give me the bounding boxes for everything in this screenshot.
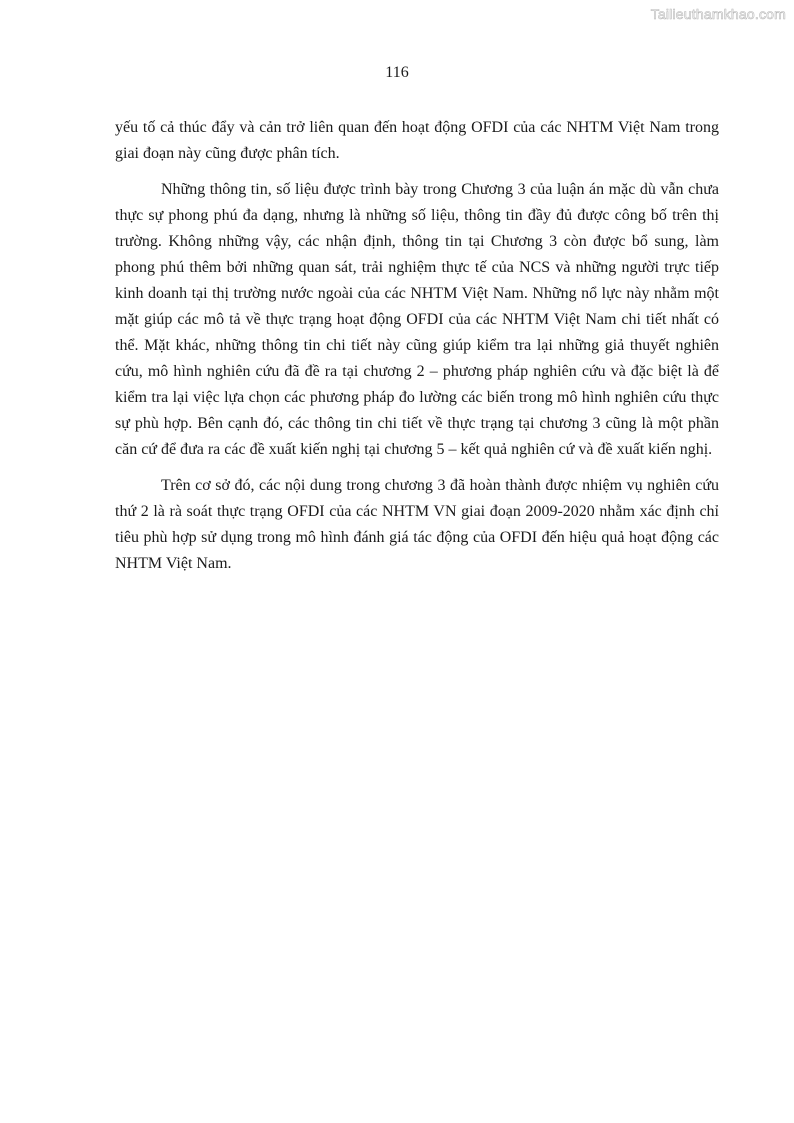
document-body [115, 115, 719, 587]
paragraph-continuation: yếu tố cả thúc đẩy và cản trở liên quan đến hoạt động OFDI của các NHTM Việt Nam trong giai đoạn này cũng được phân tích. [115, 119, 719, 162]
watermark-text: Tailieuthamkhao.com [650, 6, 786, 22]
page-number: 116 [385, 64, 409, 81]
paragraph: Trên cơ sở đó, các nội dung trong chương 3 đã hoàn thành được nhiệm vụ nghiên cứu thứ 2 là rà soát thực trạng OFDI của các NHTM VN giai đoạn 2009-2020 nhằm xác định chỉ tiêu phù hợp sử dụng trong mô hình đánh giá tác động của OFDI đến hiệu quả hoạt động các NHTM Việt Nam. [115, 477, 719, 572]
paragraph: Những thông tin, số liệu được trình bày trong Chương 3 của luận án mặc dù vẫn chưa thực sự phong phú đa dạng, nhưng là những số liệu, thông tin đầy đủ được công bố trên thị trường. Không những vậy, các nhận định, thông tin tại Chương 3 còn được bổ sung, làm phong phú thêm bởi những quan sát, trải nghiệm thực tế của NCS và những người trực tiếp kinh doanh tại thị trường nước ngoài của các NHTM Việt Nam. Những nổ lực này nhằm một mặt giúp các mô tả về thực trạng hoạt động OFDI của các NHTM Việt Nam chi tiết nhất có thể. Mặt khác, những thông tin chi tiết này cũng giúp kiểm tra lại những giả thuyết nghiên cứu, mô hình nghiên cứu đã đề ra tại chương 2 – phương pháp nghiên cứu và đặc biệt là để kiểm tra lại việc lựa chọn các phương pháp đo lường các biến trong mô hình nghiên cứu thực sự phù hợp. Bên cạnh đó, các thông tin chi tiết về thực trạng tại chương 3 cũng là một phần căn cứ để đưa ra các đề xuất kiến nghị tại chương 5 – kết quả nghiên cứ và đề xuất kiến nghị. [115, 181, 719, 458]
